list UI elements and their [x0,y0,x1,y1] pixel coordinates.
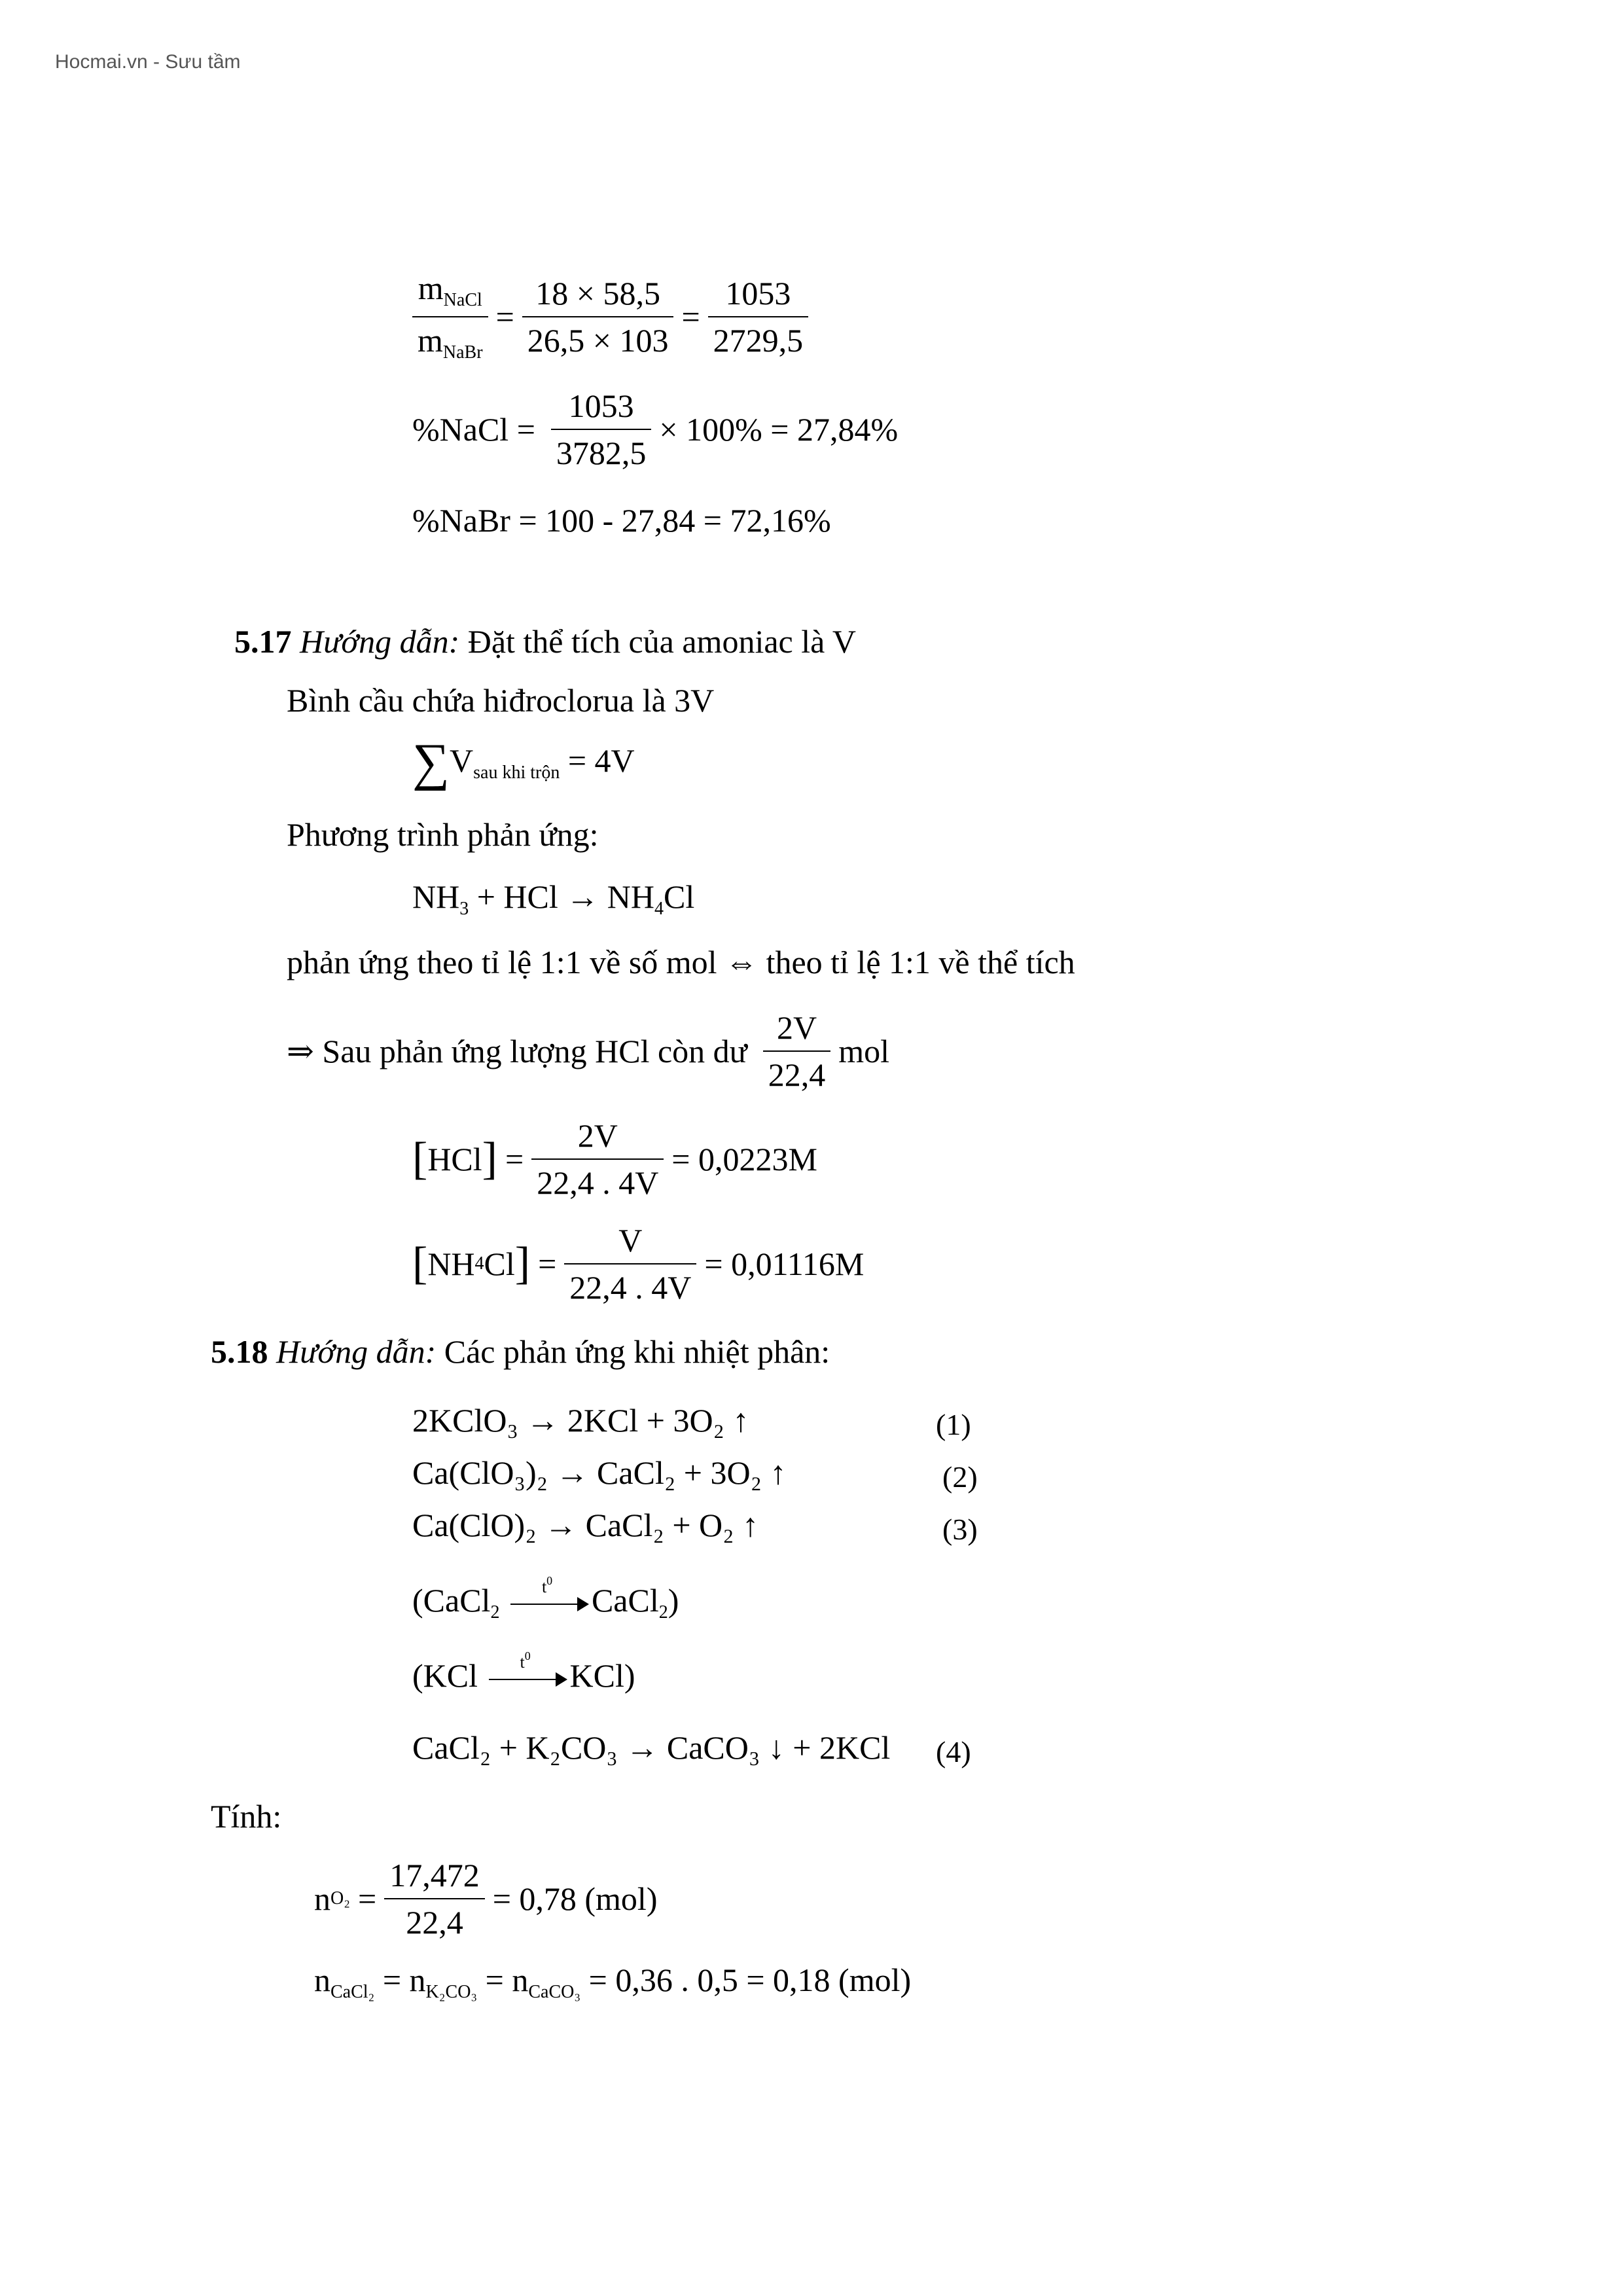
pct-nacl-equation: %NaCl = $\frac{1053}{3782,5}$ × 100% = 27,84% [412,387,899,471]
flask-volume-text: Bình cầu chứa hiđroclorua là 3V [287,682,715,719]
hcl-concentration-equation: [ HCl ] = $\frac{2V}{22,4 . 4V}$ = 0,0223M [412,1117,817,1201]
reaction-1-number: (1) [936,1408,971,1441]
kcl-stable-reaction: (KCl $t^0$ KCl) [412,1649,635,1694]
calculation-label: Tính: [211,1798,282,1835]
total-volume-equation: $\sum V_{sau khi trộn} = 4V$ [412,734,635,791]
reaction-2: Ca(ClO₃)₂ → CaCl₂ + 3O₂ ↑ [412,1454,787,1491]
heat-arrow-icon: $t^0$ [489,1670,567,1689]
hcl-excess-fraction: $\frac{2V}{22,4}$ [763,1011,831,1091]
hcl-excess-text: ⇒ Sau phản ứng lượng HCl còn dư $\frac{2V}{22,4}$ mol [287,1009,890,1093]
mass-ratio-fraction: $\frac{m_{NaCl}}{m_{NaBr}}$ [412,272,488,362]
mass-result-fraction: $\frac{1053}{2729,5}$ [708,277,809,357]
reaction-equation-label: Phương trình phản ứng: [287,816,599,853]
reaction-1: 2KClO₃ → 2KCl + 3O₂ ↑ [412,1402,749,1439]
n-o2-equation: n O₂ = $\frac{17,472}{22,4}$ = 0,78 (mol) [314,1857,658,1941]
n-cacl2-equation: $n_{CaCl_2} = n_{K_2CO_3} = n_{CaCO_3} = 0,36$ . 0,5 = 0,18 (mol) [314,1962,912,2002]
heat-arrow-icon: $t^0$ [510,1594,589,1614]
pct-nabr-equation: %NaBr = 100 - 27,84 = 72,16% [412,502,831,539]
source-header: Hocmai.vn - Sưu tầm [55,51,241,73]
n-o2-fraction: $\frac{17,472}{22,4}$ [384,1859,485,1939]
reaction-4-number: (4) [936,1735,971,1768]
reaction-3: Ca(ClO)₂ → CaCl₂ + O₂ ↑ [412,1507,759,1543]
cacl2-stable-reaction: (CaCl$_2$ $t^0$ CaCl$_2$) [412,1573,679,1623]
reaction-4: CaCl₂ + K₂CO₃ → CaCO₃ ↓ + 2KCl [412,1729,891,1766]
nh3-hcl-reaction: $NH_3$ + HCl → $NH_4Cl$ [412,878,695,919]
mole-ratio-text: phản ứng theo tỉ lệ 1:1 về số mol ⇔ theo tỉ lệ 1:1 về thể tích [287,944,1075,980]
hcl-concentration-fraction: $\frac{2V}{22,4 . 4V}$ [531,1119,664,1199]
mass-ratio-equation: $\frac{m_{NaCl}}{m_{NaBr}}$ = $\frac{18 \times 58,5}{26,5 \times 103}$ = $\frac{1053}{2729,5}$ [412,272,808,362]
nh4cl-concentration-equation: [ NH 4 Cl ] = $\frac{V}{22,4 . 4V}$ = 0,01116M [412,1222,865,1306]
pct-nacl-fraction: $\frac{1053}{3782,5}$ [551,389,652,469]
section-5-18-heading: 5.18 Hướng dẫn: Các phản ứng khi nhiệt phân: [211,1333,830,1370]
section-5-17-heading: 5.17 Hướng dẫn: Đặt thể tích của amoniac là V [234,623,857,660]
reaction-3-number: (3) [942,1513,978,1546]
nh4cl-concentration-fraction: $\frac{V}{22,4 . 4V}$ [564,1224,696,1304]
mass-value-fraction: $\frac{18 \times 58,5}{26,5 \times 103}$ [522,277,674,357]
reaction-2-number: (2) [942,1460,978,1494]
